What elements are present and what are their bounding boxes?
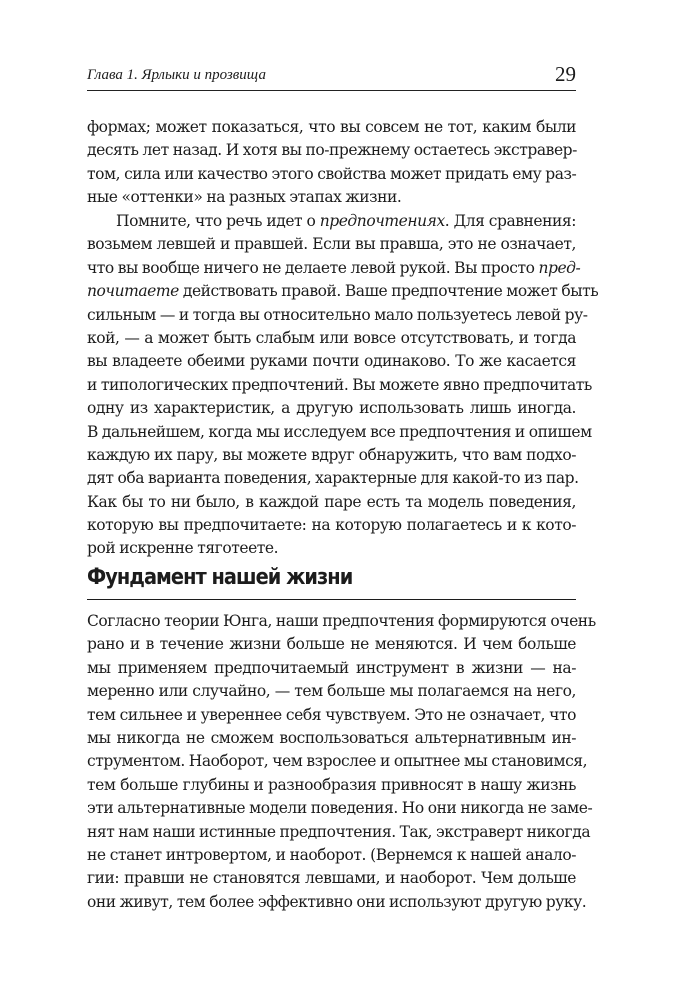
- text-line: рано и в течение жизни больше не меняются. И чем больше: [87, 635, 576, 654]
- paragraph-foundation: [87, 610, 596, 914]
- text-line: возьмем левшей и правшей. Если вы правша, это не означает,: [87, 235, 576, 254]
- running-head: [87, 60, 576, 91]
- text-line: нят нам наши истинные предпочтения. Так, экстраверт никогда: [87, 822, 591, 841]
- paragraph-preferences: [87, 210, 599, 561]
- text-line: ные «оттенки» на разных этапах жизни.: [87, 188, 402, 207]
- text-line: мы никогда не сможем воспользоваться альтернативным ин-: [87, 728, 576, 747]
- text-line: том, сила или качество этого свойства может придать ему раз-: [87, 164, 577, 183]
- text-line: которую вы предпочитаете: на которую полагаетесь и к кото-: [87, 516, 576, 535]
- text-line: сильным — и тогда вы относительно мало пользуетесь левой ру-: [87, 305, 588, 324]
- text-line: формах; может показаться, что вы совсем не тот, каким были: [87, 118, 576, 136]
- text-line: гии: правши не становятся левшами, и наоборот. Чем дольше: [87, 869, 576, 888]
- text-line: вы владеете обеими руками почти одинаково. То же касается: [87, 352, 576, 371]
- chapter-title: Глава 1. Ярлыки и прозвища: [87, 67, 266, 83]
- text-line: одну из характеристик, а другую использовать лишь иногда.: [87, 399, 576, 418]
- text-line: тем сильнее и увереннее себя чувствуем. Это не означает, что: [87, 705, 576, 724]
- page-number: 29: [555, 62, 576, 86]
- text-line: десять лет назад. И хотя вы по-прежнему остаетесь экстравер-: [87, 141, 577, 160]
- text-run: Помните, что речь идет о: [116, 212, 320, 230]
- text-run: что вы вообще ничего не делаете левой рукой. Вы просто: [87, 258, 539, 277]
- section-heading: [87, 563, 576, 600]
- section-heading-text: Фундамент нашей жизни: [87, 565, 353, 590]
- text-line: [87, 257, 581, 280]
- text-line: каждую их пару, вы можете вдруг обнаружить, что вам подхо-: [87, 445, 576, 464]
- text-run: действовать правой. Ваше предпочтение может быть: [178, 282, 599, 301]
- text-line: меренно или случайно, — тем больше мы полагаемся на него,: [87, 682, 576, 701]
- text-line: не станет интровертом, и наоборот. (Вернемся к нашей анало-: [87, 845, 576, 864]
- text-run: . Для сравнения:: [444, 212, 576, 230]
- text-line: кой, — а может быть слабым или вовсе отсутствовать, и тогда: [87, 328, 576, 347]
- text-line: [87, 280, 599, 303]
- emphasis-text: пред-: [538, 258, 581, 277]
- text-line: мы применяем предпочитаемый инструмент в жизни — на-: [87, 658, 576, 677]
- text-line: тем больше глубины и разнообразия привносят в нашу жизнь: [87, 775, 576, 794]
- text-line: они живут, тем более эффективно они используют другую руку.: [87, 892, 587, 911]
- text-line: эти альтернативные модели поведения. Но они никогда не заме-: [87, 799, 593, 818]
- text-line: В дальнейшем, когда мы исследуем все предпочтения и опишем: [87, 422, 592, 441]
- text-line: [87, 210, 576, 233]
- text-line: Как бы то ни было, в каждой паре есть та модель поведения,: [87, 492, 576, 511]
- emphasis-text: предпочтениях: [319, 212, 445, 230]
- text-line: Согласно теории Юнга, наши предпочтения формируются очень: [87, 612, 596, 630]
- paragraph-continuation: [87, 116, 576, 210]
- text-line: рой искренне тяготеете.: [87, 539, 279, 558]
- text-line: струментом. Наоборот, чем взрослее и опытнее мы становимся,: [87, 752, 588, 771]
- text-line: и типологических предпочтений. Вы можете явно предпочитать: [87, 375, 592, 394]
- emphasis-text: почитаете: [87, 282, 179, 301]
- text-line: дят оба варианта поведения, характерные для какой-то из пар.: [87, 469, 579, 488]
